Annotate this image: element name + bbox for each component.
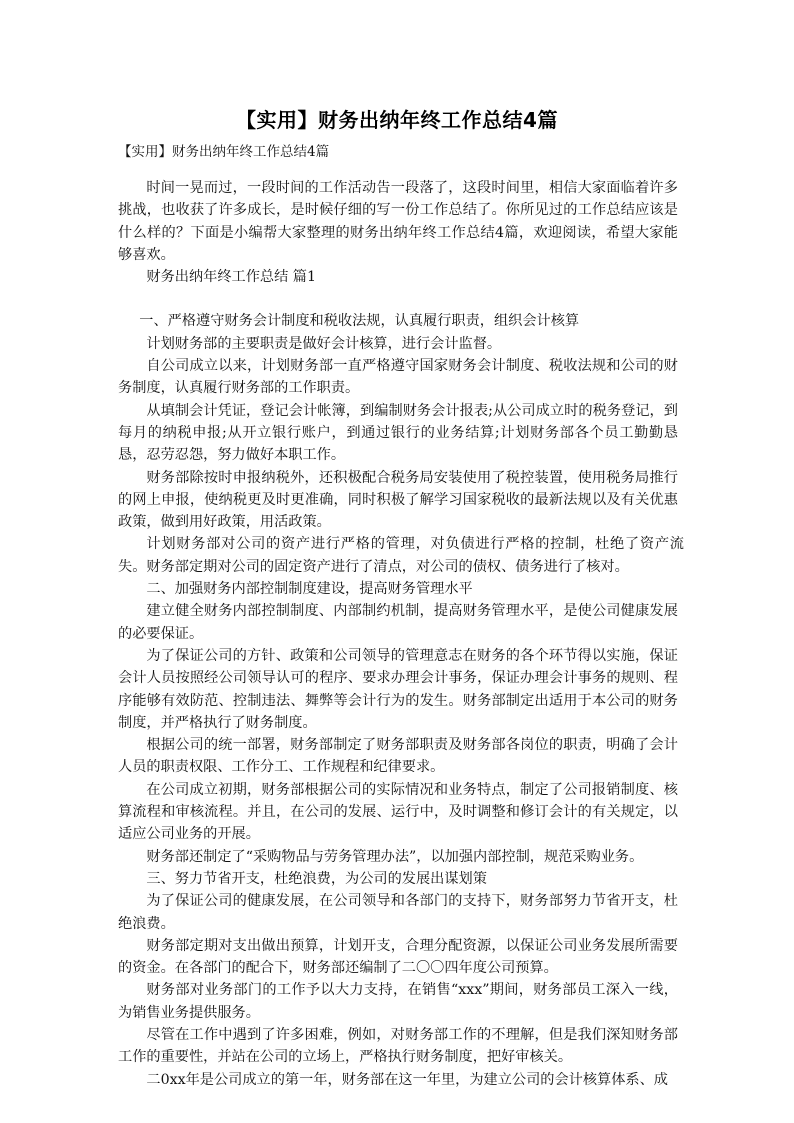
document-body <box>118 177 684 1091</box>
body-paragraph: 尽管在工作中遇到了许多困难，例如，对财务部工作的不理解，但是我们深知财务部工作的重要性，并站在公司的立场上，严格执行财务制度，把好审核关。 <box>118 1026 678 1066</box>
subsection-heading: 二、加强财务内部控制制度建设，提高财务管理水平 <box>146 581 473 598</box>
body-paragraph: 计划财务部对公司的资产进行严格的管理，对负债进行严格的控制，杜绝了资产流失。财务部定期对公司的固定资产进行了清点，对公司的债权、债务进行了核对。 <box>118 536 684 575</box>
intro-paragraph: 时间一晃而过，一段时间的工作活动告一段落了，这段时间里，相信大家面临着许多挑战，也收获了许多成长，是时候仔细的写一份工作总结了。你所见过的工作总结应该是什么样的？下面是小编帮大家整理的财务出纳年终工作总结4篇，欢迎阅读，希望大家能够喜欢。 <box>118 180 678 263</box>
body-paragraph: 从填制会计凭证，登记会计帐簿，到编制财务会计报表;从公司成立时的税务登记，到每月的纳税申报;从开立银行账户，到通过银行的业务结算;计划财务部各个员工勤勤恳恳，忍劳忍怨，努力做好本职工作。 <box>118 402 678 464</box>
body-paragraph: 在公司成立初期，财务部根据公司的实际情况和业务特点，制定了公司报销制度、核算流程和审核流程。并且，在公司的发展、运行中，及时调整和修订会计的有关规定，以适应公司业务的开展。 <box>118 781 678 843</box>
document-subtitle: 【实用】财务出纳年终工作总结4篇 <box>118 144 330 160</box>
section-heading: 财务出纳年终工作总结 篇1 <box>146 269 316 286</box>
body-paragraph: 自公司成立以来，计划财务部一直严格遵守国家财务会计制度、税收法规和公司的财务制度，认真履行财务部的工作职责。 <box>118 358 678 397</box>
body-paragraph: 为了保证公司的健康发展，在公司领导和各部门的支持下，财务部努力节省开支，杜绝浪费。 <box>118 893 678 932</box>
document-title: 【实用】财务出纳年终工作总结4篇 <box>236 108 558 132</box>
body-paragraph: 计划财务部的主要职责是做好会计核算，进行会计监督。 <box>146 335 502 352</box>
body-paragraph: 财务部定期对支出做出预算，计划开支，合理分配资源，以保证公司业务发展所需要的资金。在各部门的配合下，财务部还编制了二〇〇四年度公司预算。 <box>118 937 678 977</box>
body-paragraph: 根据公司的统一部署，财务部制定了财务部职责及财务部各岗位的职责，明确了会计人员的职责权限、工作分工、工作规程和纪律要求。 <box>118 737 678 776</box>
body-paragraph: 二0xx年是公司成立的第一年，财务部在这一年里，为建立公司的会计核算体系、成 <box>146 1071 668 1088</box>
subsection-heading: 三、努力节省开支，杜绝浪费，为公司的发展出谋划策 <box>146 870 487 887</box>
body-paragraph: 财务部除按时申报纳税外，还积极配合税务局安装使用了税控装置，使用税务局推行的网上申报，使纳税更及时更准确，同时积极了解学习国家税收的最新法规以及有关优惠政策，做到用好政策，用活政策。 <box>118 469 678 531</box>
subsection-heading: 一、严格遵守财务会计制度和税收法规，认真履行职责，组织会计核算 <box>139 313 580 330</box>
body-paragraph: 财务部对业务部门的工作予以大力支持，在销售“xxx”期间，财务部员工深入一线，为销售业务提供服务。 <box>118 982 678 1021</box>
body-paragraph: 为了保证公司的方针、政策和公司领导的管理意志在财务的各个环节得以实施，保证会计人员按照经公司领导认可的程序、要求办理会计事务，保证办理会计事务的规则、程序能够有效防范、控制违法、舞弊等会计行为的发生。财务部制定出适用于本公司的财务制度，并严格执行了财务制度。 <box>118 647 678 731</box>
body-paragraph: 建立健全财务内部控制制度、内部制约机制，提高财务管理水平，是使公司健康发展的必要保证。 <box>118 603 678 642</box>
body-paragraph: 财务部还制定了“采购物品与劳务管理办法”，以加强内部控制，规范采购业务。 <box>146 848 644 865</box>
